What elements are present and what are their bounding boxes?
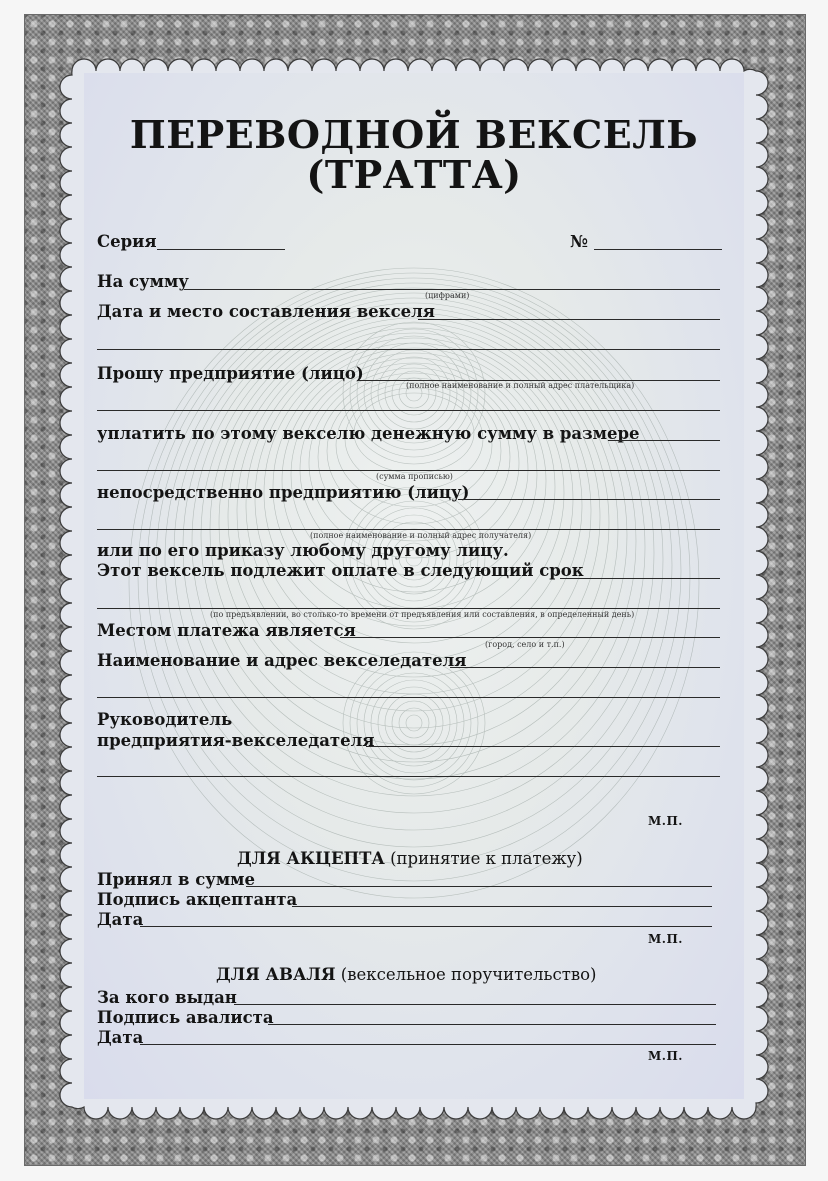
title-line-1: ПЕРЕВОДНОЙ ВЕКСЕЛЬ	[129, 112, 699, 157]
accepted-sum-line[interactable]	[246, 886, 712, 887]
due-label: Этот вексель подлежит оплате в следующий срок	[97, 561, 584, 580]
head-line[interactable]	[366, 746, 720, 747]
sum-line[interactable]	[184, 289, 720, 290]
series-label: Серия	[97, 232, 157, 251]
directly-line-2[interactable]	[97, 529, 720, 530]
stamp-mark-1: М.П.	[648, 814, 683, 828]
pay-amount-hint: (сумма прописью)	[376, 472, 453, 481]
number-label: №	[570, 232, 588, 251]
due-line-2[interactable]	[97, 608, 720, 609]
place-payment-label: Местом платежа является	[97, 621, 356, 640]
drawer-line[interactable]	[450, 667, 720, 668]
request-label: Прошу предприятие (лицо)	[97, 364, 364, 383]
acceptance-date-label: Дата	[97, 910, 144, 929]
accepted-sum-label: Принял в сумме	[97, 870, 255, 889]
for-whom-line[interactable]	[234, 1004, 716, 1005]
acceptance-heading: ДЛЯ АКЦЕПТА (принятие к платежу)	[237, 849, 583, 868]
aval-heading: ДЛЯ АВАЛЯ (вексельное поручительство)	[216, 965, 597, 984]
date-place-label: Дата и место составления векселя	[97, 302, 435, 321]
place-payment-hint: (город, село и т.п.)	[485, 640, 565, 649]
aval-signature-line[interactable]	[268, 1024, 716, 1025]
sum-hint: (цифрами)	[425, 291, 470, 300]
pay-amount-line-2[interactable]	[97, 470, 720, 471]
directly-label: непосредственно предприятию (лицу)	[97, 483, 470, 502]
request-line-2[interactable]	[97, 410, 720, 411]
title-line-2: (ТРАТТА)	[306, 152, 522, 197]
acceptor-signature-line[interactable]	[292, 906, 712, 907]
directly-line[interactable]	[458, 499, 720, 500]
request-hint: (полное наименование и полный адрес плательщика)	[406, 381, 635, 390]
aval-signature-label: Подпись авалиста	[97, 1008, 274, 1027]
aval-date-line[interactable]	[140, 1044, 716, 1045]
due-hint: (по предъявлении, во столько-то времени от предъявления или составления, в определенный день)	[210, 610, 635, 619]
due-line[interactable]	[560, 578, 720, 579]
acceptance-date-line[interactable]	[140, 926, 712, 927]
stamp-mark-2: М.П.	[648, 932, 683, 946]
sum-label: На сумму	[97, 272, 189, 291]
date-place-line[interactable]	[418, 319, 720, 320]
or-order-text: или по его приказу любому другому лицу.	[97, 541, 509, 560]
series-line[interactable]	[157, 249, 285, 250]
pay-amount-label: уплатить по этому векселю денежную сумму в размере	[97, 424, 640, 443]
acceptor-signature-label: Подпись акцептанта	[97, 890, 298, 909]
aval-date-label: Дата	[97, 1028, 144, 1047]
directly-hint: (полное наименование и полный адрес получателя)	[310, 531, 532, 540]
drawer-label: Наименование и адрес векселедателя	[97, 651, 467, 670]
drawer-line-2[interactable]	[97, 697, 720, 698]
date-place-line-2[interactable]	[97, 349, 720, 350]
pay-amount-line[interactable]	[608, 440, 720, 441]
place-payment-line[interactable]	[340, 637, 720, 638]
head-line-2[interactable]	[97, 776, 720, 777]
for-whom-label: За кого выдан	[97, 988, 237, 1007]
stamp-mark-3: М.П.	[648, 1049, 683, 1063]
head-label-2: предприятия-векселедателя	[97, 731, 375, 750]
head-label-1: Руководитель	[97, 710, 233, 729]
number-line[interactable]	[594, 249, 722, 250]
